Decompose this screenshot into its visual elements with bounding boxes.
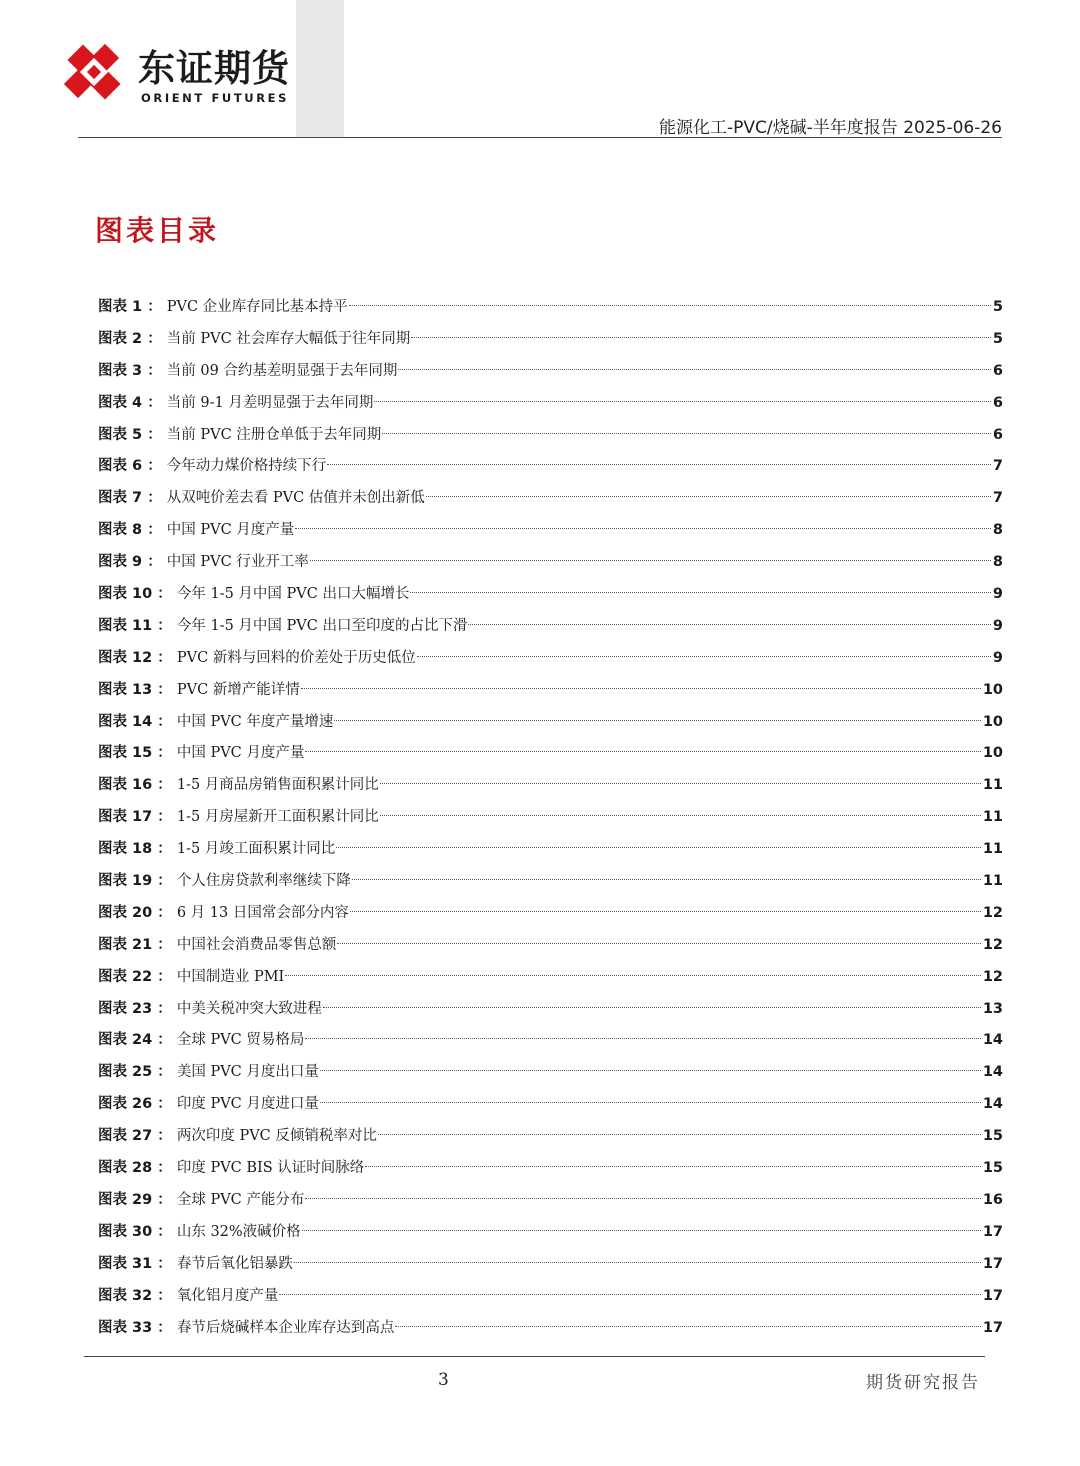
toc-entry-leader <box>320 1070 981 1071</box>
toc-entry-label: 图表 15 <box>98 745 153 762</box>
toc-entry-label: 图表 25 <box>98 1064 153 1081</box>
toc-entry-page: 14 <box>982 1064 1003 1081</box>
toc-entry-label: 图表 11 <box>98 617 153 634</box>
toc-entry-title: 印度 PVC BIS 认证时间脉络 <box>176 1160 365 1177</box>
toc-entry-separator: ： <box>152 904 177 921</box>
toc-entry-label: 图表 9 <box>98 554 143 571</box>
toc-entry-label: 图表 29 <box>98 1191 153 1208</box>
table-of-figures <box>98 292 1003 1344</box>
toc-entry-separator: ： <box>152 1160 177 1177</box>
toc-entry-page: 11 <box>982 873 1003 890</box>
toc-entry-leader <box>382 433 991 434</box>
toc-entry-leader <box>301 688 981 689</box>
toc-entry-separator: ： <box>152 1032 177 1049</box>
toc-entry-separator: ： <box>152 617 177 634</box>
toc-entry-page: 6 <box>992 426 1003 443</box>
toc-entry-page: 6 <box>992 394 1003 411</box>
toc-entry-page: 14 <box>982 1032 1003 1049</box>
toc-entry-leader <box>352 879 981 880</box>
toc-entry-label: 图表 14 <box>98 713 153 730</box>
toc-entry[interactable] <box>98 834 1003 866</box>
toc-entry[interactable] <box>98 1185 1003 1217</box>
toc-entry[interactable] <box>98 770 1003 802</box>
toc-entry-leader <box>285 975 981 976</box>
toc-entry[interactable] <box>98 1057 1003 1089</box>
toc-entry-label: 图表 4 <box>98 394 143 411</box>
toc-entry-separator: ： <box>142 426 167 443</box>
toc-entry[interactable] <box>98 675 1003 707</box>
toc-entry[interactable] <box>98 962 1003 994</box>
toc-entry-page: 10 <box>982 713 1003 730</box>
toc-entry-label: 图表 26 <box>98 1096 153 1113</box>
toc-entry-label: 图表 21 <box>98 936 153 953</box>
toc-entry-title: 美国 PVC 月度出口量 <box>176 1064 319 1081</box>
toc-entry-title: 中国社会消费品零售总额 <box>176 936 337 953</box>
toc-entry-leader <box>380 783 981 784</box>
toc-entry-page: 15 <box>982 1160 1003 1177</box>
toc-entry-title: 两次印度 PVC 反倾销税率对比 <box>176 1128 377 1145</box>
toc-entry-label: 图表 27 <box>98 1128 153 1145</box>
toc-entry-leader <box>468 624 990 625</box>
toc-entry-title: 今年 1-5 月中国 PVC 出口至印度的占比下滑 <box>176 617 468 634</box>
toc-entry[interactable] <box>98 994 1003 1026</box>
toc-entry-label: 图表 18 <box>98 841 153 858</box>
toc-entry-leader <box>323 1007 981 1008</box>
toc-entry-page: 5 <box>992 330 1003 347</box>
logo-chinese-name: 东证期货 <box>138 47 290 90</box>
toc-entry-title: 中美关税冲突大致进程 <box>176 1000 322 1017</box>
toc-entry-label: 图表 24 <box>98 1032 153 1049</box>
toc-entry-page: 13 <box>982 1000 1003 1017</box>
toc-entry-title: 1-5 月房屋新开工面积累计同比 <box>176 809 379 826</box>
toc-entry-leader <box>398 369 990 370</box>
toc-entry-separator: ： <box>152 649 177 666</box>
toc-entry-label: 图表 3 <box>98 362 143 379</box>
toc-entry[interactable] <box>98 420 1003 452</box>
toc-entry-title: 1-5 月竣工面积累计同比 <box>176 841 336 858</box>
toc-entry[interactable] <box>98 547 1003 579</box>
toc-entry-leader <box>365 1166 981 1167</box>
toc-entry-leader <box>294 1262 981 1263</box>
toc-entry-label: 图表 19 <box>98 873 153 890</box>
toc-entry[interactable] <box>98 451 1003 483</box>
toc-entry-leader <box>350 911 981 912</box>
toc-entry-leader <box>305 1198 980 1199</box>
toc-entry-separator: ： <box>152 713 177 730</box>
toc-entry-title: 印度 PVC 月度进口量 <box>176 1096 319 1113</box>
toc-entry-title: 春节后烧碱样本企业库存达到高点 <box>176 1319 395 1336</box>
toc-entry-page: 12 <box>982 904 1003 921</box>
toc-entry-label: 图表 30 <box>98 1223 153 1240</box>
toc-entry-leader <box>336 847 981 848</box>
footer-label: 期货研究报告 <box>866 1373 980 1393</box>
toc-entry-leader <box>378 1134 981 1135</box>
toc-entry[interactable] <box>98 1217 1003 1249</box>
toc-entry-leader <box>380 815 981 816</box>
toc-entry-label: 图表 5 <box>98 426 143 443</box>
toc-entry[interactable] <box>98 1153 1003 1185</box>
toc-entry[interactable] <box>98 388 1003 420</box>
header-decor-band <box>296 0 344 138</box>
toc-entry-leader <box>327 464 991 465</box>
toc-entry-separator: ： <box>152 1128 177 1145</box>
toc-entry-leader <box>417 656 991 657</box>
toc-entry-page: 11 <box>982 777 1003 794</box>
toc-entry-leader <box>295 528 991 529</box>
toc-entry[interactable] <box>98 1249 1003 1281</box>
toc-entry[interactable] <box>98 866 1003 898</box>
toc-entry-page: 17 <box>982 1319 1003 1336</box>
toc-entry-page: 5 <box>992 299 1003 315</box>
toc-entry[interactable] <box>98 1281 1003 1313</box>
toc-entry-page: 10 <box>982 681 1003 698</box>
toc-entry-page: 10 <box>982 745 1003 762</box>
toc-entry-label: 图表 7 <box>98 490 143 507</box>
toc-entry-title: PVC 新增产能详情 <box>176 681 300 698</box>
toc-entry-page: 17 <box>982 1287 1003 1304</box>
toc-entry[interactable] <box>98 643 1003 675</box>
toc-entry-separator: ： <box>152 1319 177 1336</box>
toc-entry-separator: ： <box>152 681 177 698</box>
toc-entry-title: 从双吨价差去看 PVC 估值并未创出新低 <box>166 490 425 507</box>
toc-entry-leader <box>305 1038 980 1039</box>
toc-entry-title: 1-5 月商品房销售面积累计同比 <box>176 777 379 794</box>
toc-entry-separator: ： <box>152 1191 177 1208</box>
logo-english-name: ORIENT FUTURES <box>141 91 290 105</box>
toc-entry-page: 16 <box>982 1191 1003 1208</box>
toc-entry-page: 12 <box>982 936 1003 953</box>
toc-entry-label: 图表 1 <box>98 299 143 315</box>
toc-entry-leader <box>302 1230 981 1231</box>
toc-entry[interactable] <box>98 356 1003 388</box>
toc-entry[interactable] <box>98 1089 1003 1121</box>
toc-entry-page: 17 <box>982 1223 1003 1240</box>
toc-entry-separator: ： <box>152 745 177 762</box>
toc-entry-page: 9 <box>992 586 1003 603</box>
toc-entry-separator: ： <box>152 873 177 890</box>
toc-entry-page: 7 <box>992 458 1003 475</box>
toc-entry-label: 图表 8 <box>98 522 143 539</box>
toc-entry-title: 中国 PVC 月度产量 <box>166 522 295 539</box>
toc-entry-page: 11 <box>982 841 1003 858</box>
toc-entry-label: 图表 6 <box>98 458 143 475</box>
toc-entry-title: 中国制造业 PMI <box>176 968 285 985</box>
toc-entry-title: 当前 PVC 社会库存大幅低于往年同期 <box>166 330 411 347</box>
toc-entry-label: 图表 32 <box>98 1287 153 1304</box>
toc-entry-label: 图表 16 <box>98 777 153 794</box>
toc-entry-page: 12 <box>982 968 1003 985</box>
toc-entry-page: 8 <box>992 554 1003 571</box>
toc-entry-page: 15 <box>982 1128 1003 1145</box>
toc-entry-separator: ： <box>142 522 167 539</box>
toc-entry-separator: ： <box>142 394 167 411</box>
toc-entry-label: 图表 2 <box>98 330 143 347</box>
toc-entry-leader <box>337 943 980 944</box>
toc-entry[interactable] <box>98 1025 1003 1057</box>
toc-entry-page: 17 <box>982 1255 1003 1272</box>
toc-entry-page: 14 <box>982 1096 1003 1113</box>
toc-entry-title: 中国 PVC 年度产量增速 <box>176 713 334 730</box>
toc-entry-separator: ： <box>152 936 177 953</box>
toc-entry-page: 8 <box>992 522 1003 539</box>
toc-entry-title: 山东 32%液碱价格 <box>176 1223 301 1240</box>
toc-entry-label: 图表 12 <box>98 649 153 666</box>
toc-entry[interactable] <box>98 707 1003 739</box>
toc-entry-page: 9 <box>992 649 1003 666</box>
toc-entry-leader <box>426 496 991 497</box>
toc-entry-title: 全球 PVC 产能分布 <box>176 1191 305 1208</box>
toc-entry-title: 中国 PVC 行业开工率 <box>166 554 309 571</box>
toc-entry-title: PVC 企业库存同比基本持平 <box>166 299 348 315</box>
toc-entry-title: 中国 PVC 月度产量 <box>176 745 305 762</box>
toc-entry-leader <box>411 337 991 338</box>
toc-entry-separator: ： <box>152 1255 177 1272</box>
logo-mark-icon <box>62 40 126 106</box>
toc-entry[interactable] <box>98 579 1003 611</box>
toc-entry-separator: ： <box>142 458 167 475</box>
toc-entry[interactable] <box>98 611 1003 643</box>
toc-entry-separator: ： <box>152 777 177 794</box>
toc-entry[interactable] <box>98 292 1003 324</box>
toc-entry-title: 今年动力煤价格持续下行 <box>166 458 327 475</box>
header-divider <box>78 137 1002 138</box>
toc-entry-label: 图表 33 <box>98 1319 153 1336</box>
toc-entry-leader <box>334 720 980 721</box>
toc-entry[interactable] <box>98 1313 1003 1345</box>
toc-entry-separator: ： <box>152 841 177 858</box>
toc-entry-title: 当前 09 合约基差明显强于去年同期 <box>166 362 398 379</box>
toc-entry[interactable] <box>98 515 1003 547</box>
toc-entry-title: 今年 1-5 月中国 PVC 出口大幅增长 <box>176 586 410 603</box>
toc-entry[interactable] <box>98 802 1003 834</box>
toc-entry-page: 7 <box>992 490 1003 507</box>
toc-entry-label: 图表 10 <box>98 586 153 603</box>
toc-entry-page: 9 <box>992 617 1003 634</box>
toc-entry-separator: ： <box>152 586 177 603</box>
toc-entry-title: 当前 9-1 月差明显强于去年同期 <box>166 394 374 411</box>
toc-entry-label: 图表 31 <box>98 1255 153 1272</box>
toc-entry-label: 图表 17 <box>98 809 153 826</box>
toc-entry-separator: ： <box>152 1096 177 1113</box>
toc-entry-leader <box>410 592 990 593</box>
toc-entry[interactable] <box>98 324 1003 356</box>
toc-entry-leader <box>374 401 991 402</box>
toc-entry-separator: ： <box>152 1287 177 1304</box>
toc-entry-separator: ： <box>152 968 177 985</box>
section-title: 图表目录 <box>95 214 220 247</box>
toc-entry-separator: ： <box>142 299 167 315</box>
report-header-title: 能源化工-PVC/烧碱-半年度报告 2025-06-26 <box>659 118 1002 138</box>
toc-entry-leader <box>279 1294 980 1295</box>
toc-entry-page: 11 <box>982 809 1003 826</box>
toc-entry-leader <box>320 1102 981 1103</box>
toc-entry-leader <box>305 751 980 752</box>
toc-entry-separator: ： <box>152 809 177 826</box>
toc-entry-title: PVC 新料与回料的价差处于历史低位 <box>176 649 416 666</box>
toc-entry-label: 图表 13 <box>98 681 153 698</box>
toc-entry[interactable] <box>98 930 1003 962</box>
toc-entry-separator: ： <box>152 1000 177 1017</box>
toc-entry-separator: ： <box>142 490 167 507</box>
toc-entry-title: 个人住房贷款利率继续下降 <box>176 873 351 890</box>
toc-entry[interactable] <box>98 1121 1003 1153</box>
footer-divider <box>84 1356 985 1357</box>
toc-entry-separator: ： <box>142 362 167 379</box>
toc-entry[interactable] <box>98 738 1003 770</box>
toc-entry[interactable] <box>98 898 1003 930</box>
company-logo <box>62 40 292 110</box>
footer-page-number: 3 <box>438 1370 449 1390</box>
toc-entry-label: 图表 22 <box>98 968 153 985</box>
toc-entry-title: 当前 PVC 注册仓单低于去年同期 <box>166 426 382 443</box>
toc-entry-title: 6 月 13 日国常会部分内容 <box>176 904 349 921</box>
toc-entry-page: 6 <box>992 362 1003 379</box>
toc-entry-leader <box>349 305 991 306</box>
toc-entry-separator: ： <box>152 1064 177 1081</box>
toc-entry-label: 图表 20 <box>98 904 153 921</box>
toc-entry-separator: ： <box>142 330 167 347</box>
toc-entry-title: 全球 PVC 贸易格局 <box>176 1032 305 1049</box>
toc-entry-title: 春节后氧化铝暴跌 <box>176 1255 293 1272</box>
toc-entry-leader <box>310 560 991 561</box>
toc-entry-separator: ： <box>152 1223 177 1240</box>
toc-entry[interactable] <box>98 483 1003 515</box>
toc-entry-label: 图表 28 <box>98 1160 153 1177</box>
toc-entry-separator: ： <box>142 554 167 571</box>
toc-entry-leader <box>395 1326 980 1327</box>
toc-entry-label: 图表 23 <box>98 1000 153 1017</box>
toc-entry-title: 氧化铝月度产量 <box>176 1287 279 1304</box>
